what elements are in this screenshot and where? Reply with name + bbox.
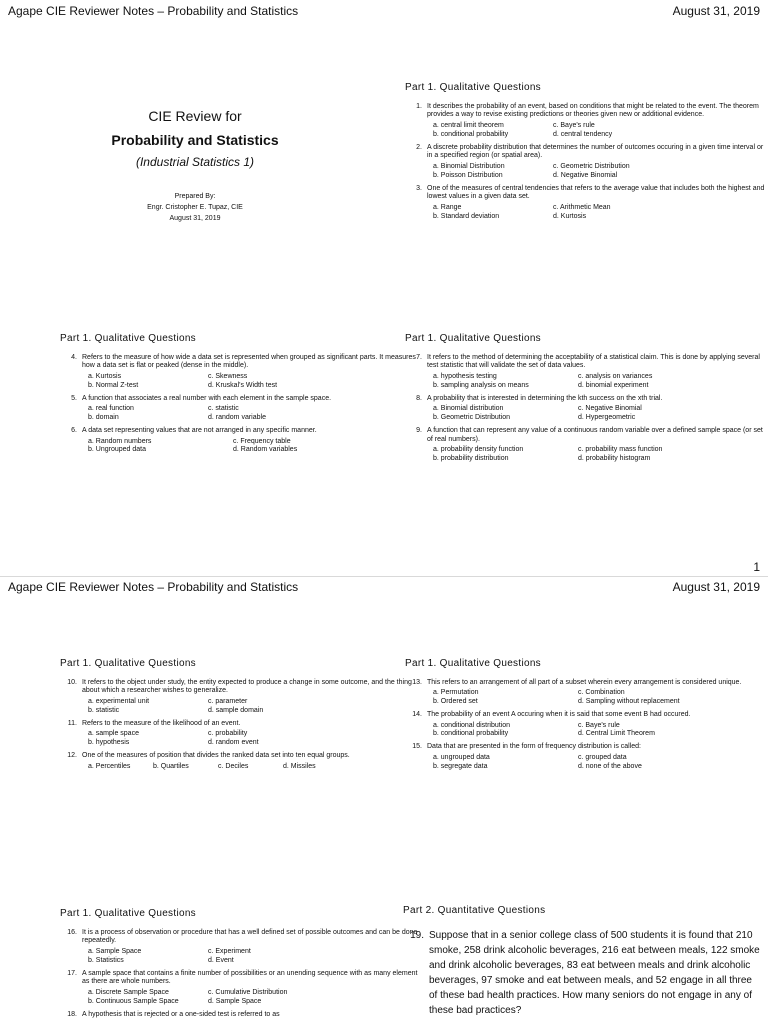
question-item: 3. One of the measures of central tendencies that refers to the average value that includes both the highest and lowest values in a given data set. bbox=[416, 184, 765, 201]
question-item: 13. This refers to an arrangement of all part of a subset wherein every arrangement is considered unique. bbox=[412, 678, 742, 686]
question-item: 5. A function that associates a real number with each element in the sample space. bbox=[71, 394, 332, 402]
page-divider bbox=[0, 576, 768, 577]
slide-heading: Part 1. Qualitative Questions bbox=[405, 658, 541, 669]
answer-options: a. real function c. statistic b. domain d. random variable bbox=[88, 405, 266, 421]
page-number: 1 bbox=[753, 560, 760, 574]
slide-heading: Part 1. Qualitative Questions bbox=[405, 82, 541, 93]
answer-options: a. Binomial Distribution c. Geometric Distribution b. Poisson Distribution d. Negative Binomial bbox=[433, 163, 630, 179]
title-line-3: (Industrial Statistics 1) bbox=[135, 155, 255, 169]
header-title: Agape CIE Reviewer Notes – Probability and Statistics bbox=[8, 580, 299, 594]
slide-heading: Part 1. Qualitative Questions bbox=[60, 658, 196, 669]
slide-questions-16-18 bbox=[60, 908, 420, 1024]
title-date: August 31, 2019 bbox=[169, 214, 221, 222]
slide-questions-1-3 bbox=[405, 82, 765, 226]
question-item: 8. A probability that is interested in determining the kth success on the xth trial. bbox=[416, 394, 663, 402]
slide-heading: Part 1. Qualitative Questions bbox=[60, 908, 196, 919]
question-item: 2. A discrete probability distribution that determines the number of outcomes occuring in a given time interval or in a specified region (or spatial area). bbox=[416, 143, 764, 160]
title-line-1: CIE Review for bbox=[148, 108, 242, 124]
slide-quantitative-19 bbox=[403, 903, 763, 1024]
question-item: 6. A data set representing values that are not arranged in any specific manner. bbox=[71, 426, 317, 434]
page-header bbox=[8, 580, 760, 596]
answer-options: a. experimental unit c. parameter b. statistic d. sample domain bbox=[88, 698, 264, 714]
slide-heading: Part 2. Quantitative Questions bbox=[403, 905, 546, 916]
question-item: 9. A function that can represent any value of a continuous random variable over a defined sample space (or set of real numbers). bbox=[416, 426, 763, 443]
header-title: Agape CIE Reviewer Notes – Probability and Statistics bbox=[8, 4, 299, 18]
answer-options: a. probability density function c. probability mass function b. probability distribution d. probability histogram bbox=[433, 446, 663, 462]
answer-options: a. Percentiles b. Quartiles c. Deciles d. Missiles bbox=[88, 762, 316, 770]
title-slide bbox=[30, 108, 360, 225]
answer-options: a. sample space c. probability b. hypothesis d. random event bbox=[88, 730, 259, 746]
answer-options: a. Random numbers c. Frequency table b. Ungrouped data d. Random variables bbox=[88, 437, 298, 454]
title-line-2: Probability and Statistics bbox=[111, 131, 279, 148]
question-item: 1. It describes the probability of an event, based on conditions that might be related to the event. The theorem provides a way to revise existing predictions or theories given new or additional evidence. bbox=[416, 102, 759, 119]
slide-questions-13-15 bbox=[405, 658, 765, 775]
author-name: Engr. Cristopher E. Tupaz, CIE bbox=[147, 203, 243, 211]
question-item: 19. Suppose that in a senior college class of 500 students it is found that 210 smoke, 258 drink alcoholic beverages, 216 eat between meals, 122 smoke and drink alcoholic beverages, 83 eat between meals and drink alcoholic beverages, 97 smoke and eat between meals, and 52 engage in all three of these bad health practices. How many seniors do not engage in any of these bad practices? bbox=[410, 930, 760, 1016]
question-item: 17. A sample space that contains a finite number of possibilities or an unending sequence with as many element as there are whole numbers. bbox=[67, 969, 418, 986]
answer-options: a. Binomial distribution c. Negative Binomial b. Geometric Distribution d. Hypergeometric bbox=[433, 405, 642, 421]
question-item: 4. Refers to the measure of how wide a data set is represented when grouped as significant parts. It measures how a data set is flat or peaked (dense in the middle). bbox=[71, 353, 416, 370]
slide-heading: Part 1. Qualitative Questions bbox=[405, 333, 541, 344]
slide-questions-4-6 bbox=[60, 333, 420, 459]
answer-options: a. Range c. Arithmetic Mean b. Standard deviation d. Kurtosis bbox=[433, 204, 611, 220]
slide-questions-10-12 bbox=[60, 658, 420, 775]
answer-options: a. central limit theorem c. Baye's rule b. conditional probability d. central tendency bbox=[433, 122, 613, 138]
header-date: August 31, 2019 bbox=[672, 4, 760, 18]
answer-options: a. hypothesis testing c. analysis on variances b. sampling analysis on means d. binomial experiment bbox=[433, 373, 653, 389]
answer-options: a. Permutation c. Combination b. Ordered set d. Sampling without replacement bbox=[433, 689, 680, 705]
question-item: 12. One of the measures of position that divides the ranked data set into ten equal groups. bbox=[67, 751, 350, 759]
title-meta bbox=[30, 192, 360, 225]
page-header bbox=[8, 4, 760, 20]
question-item: 18. A hypothesis that is rejected or a one-sided test is referred to as bbox=[67, 1010, 280, 1018]
question-item: 16. It is a process of observation or procedure that has a well defined set of possible outcomes and can be done repeatedly. bbox=[67, 928, 418, 945]
question-item: 11. Refers to the measure of the likelihood of an event. bbox=[67, 719, 241, 727]
question-item: 10. It refers to the object under study, the entity expected to produce a change in some outcome, and the thing about which a researcher wishes to generalize. bbox=[67, 678, 412, 695]
answer-options: a. Sample Space c. Experiment b. Statistics d. Event bbox=[88, 948, 251, 964]
answer-options: a. Kurtosis c. Skewness b. Normal Z-test d. Kruskal's Width test bbox=[88, 373, 278, 389]
header-date: August 31, 2019 bbox=[672, 580, 760, 594]
question-item: 7. It refers to the method of determining the acceptability of a statistical claim. This is done by applying several test statistic that will validate the set of data values. bbox=[416, 353, 760, 370]
slide-heading: Part 1. Qualitative Questions bbox=[60, 333, 196, 344]
question-item: 14. The probability of an event A occuring when it is said that some event B had occured. bbox=[412, 710, 691, 718]
question-item: 15. Data that are presented in the form of frequency distribution is called: bbox=[412, 743, 642, 750]
slide-questions-7-9 bbox=[405, 333, 765, 468]
prepared-by-label: Prepared By: bbox=[174, 193, 216, 200]
answer-options: a. Discrete Sample Space c. Cumulative Distribution b. Continuous Sample Space d. Sample Space bbox=[88, 989, 288, 1005]
answer-options: a. ungrouped data c. grouped data b. segregate data d. none of the above bbox=[433, 753, 642, 770]
answer-options: a. conditional distribution c. Baye's rule b. conditional probability d. Central Limit Theorem bbox=[433, 721, 655, 738]
